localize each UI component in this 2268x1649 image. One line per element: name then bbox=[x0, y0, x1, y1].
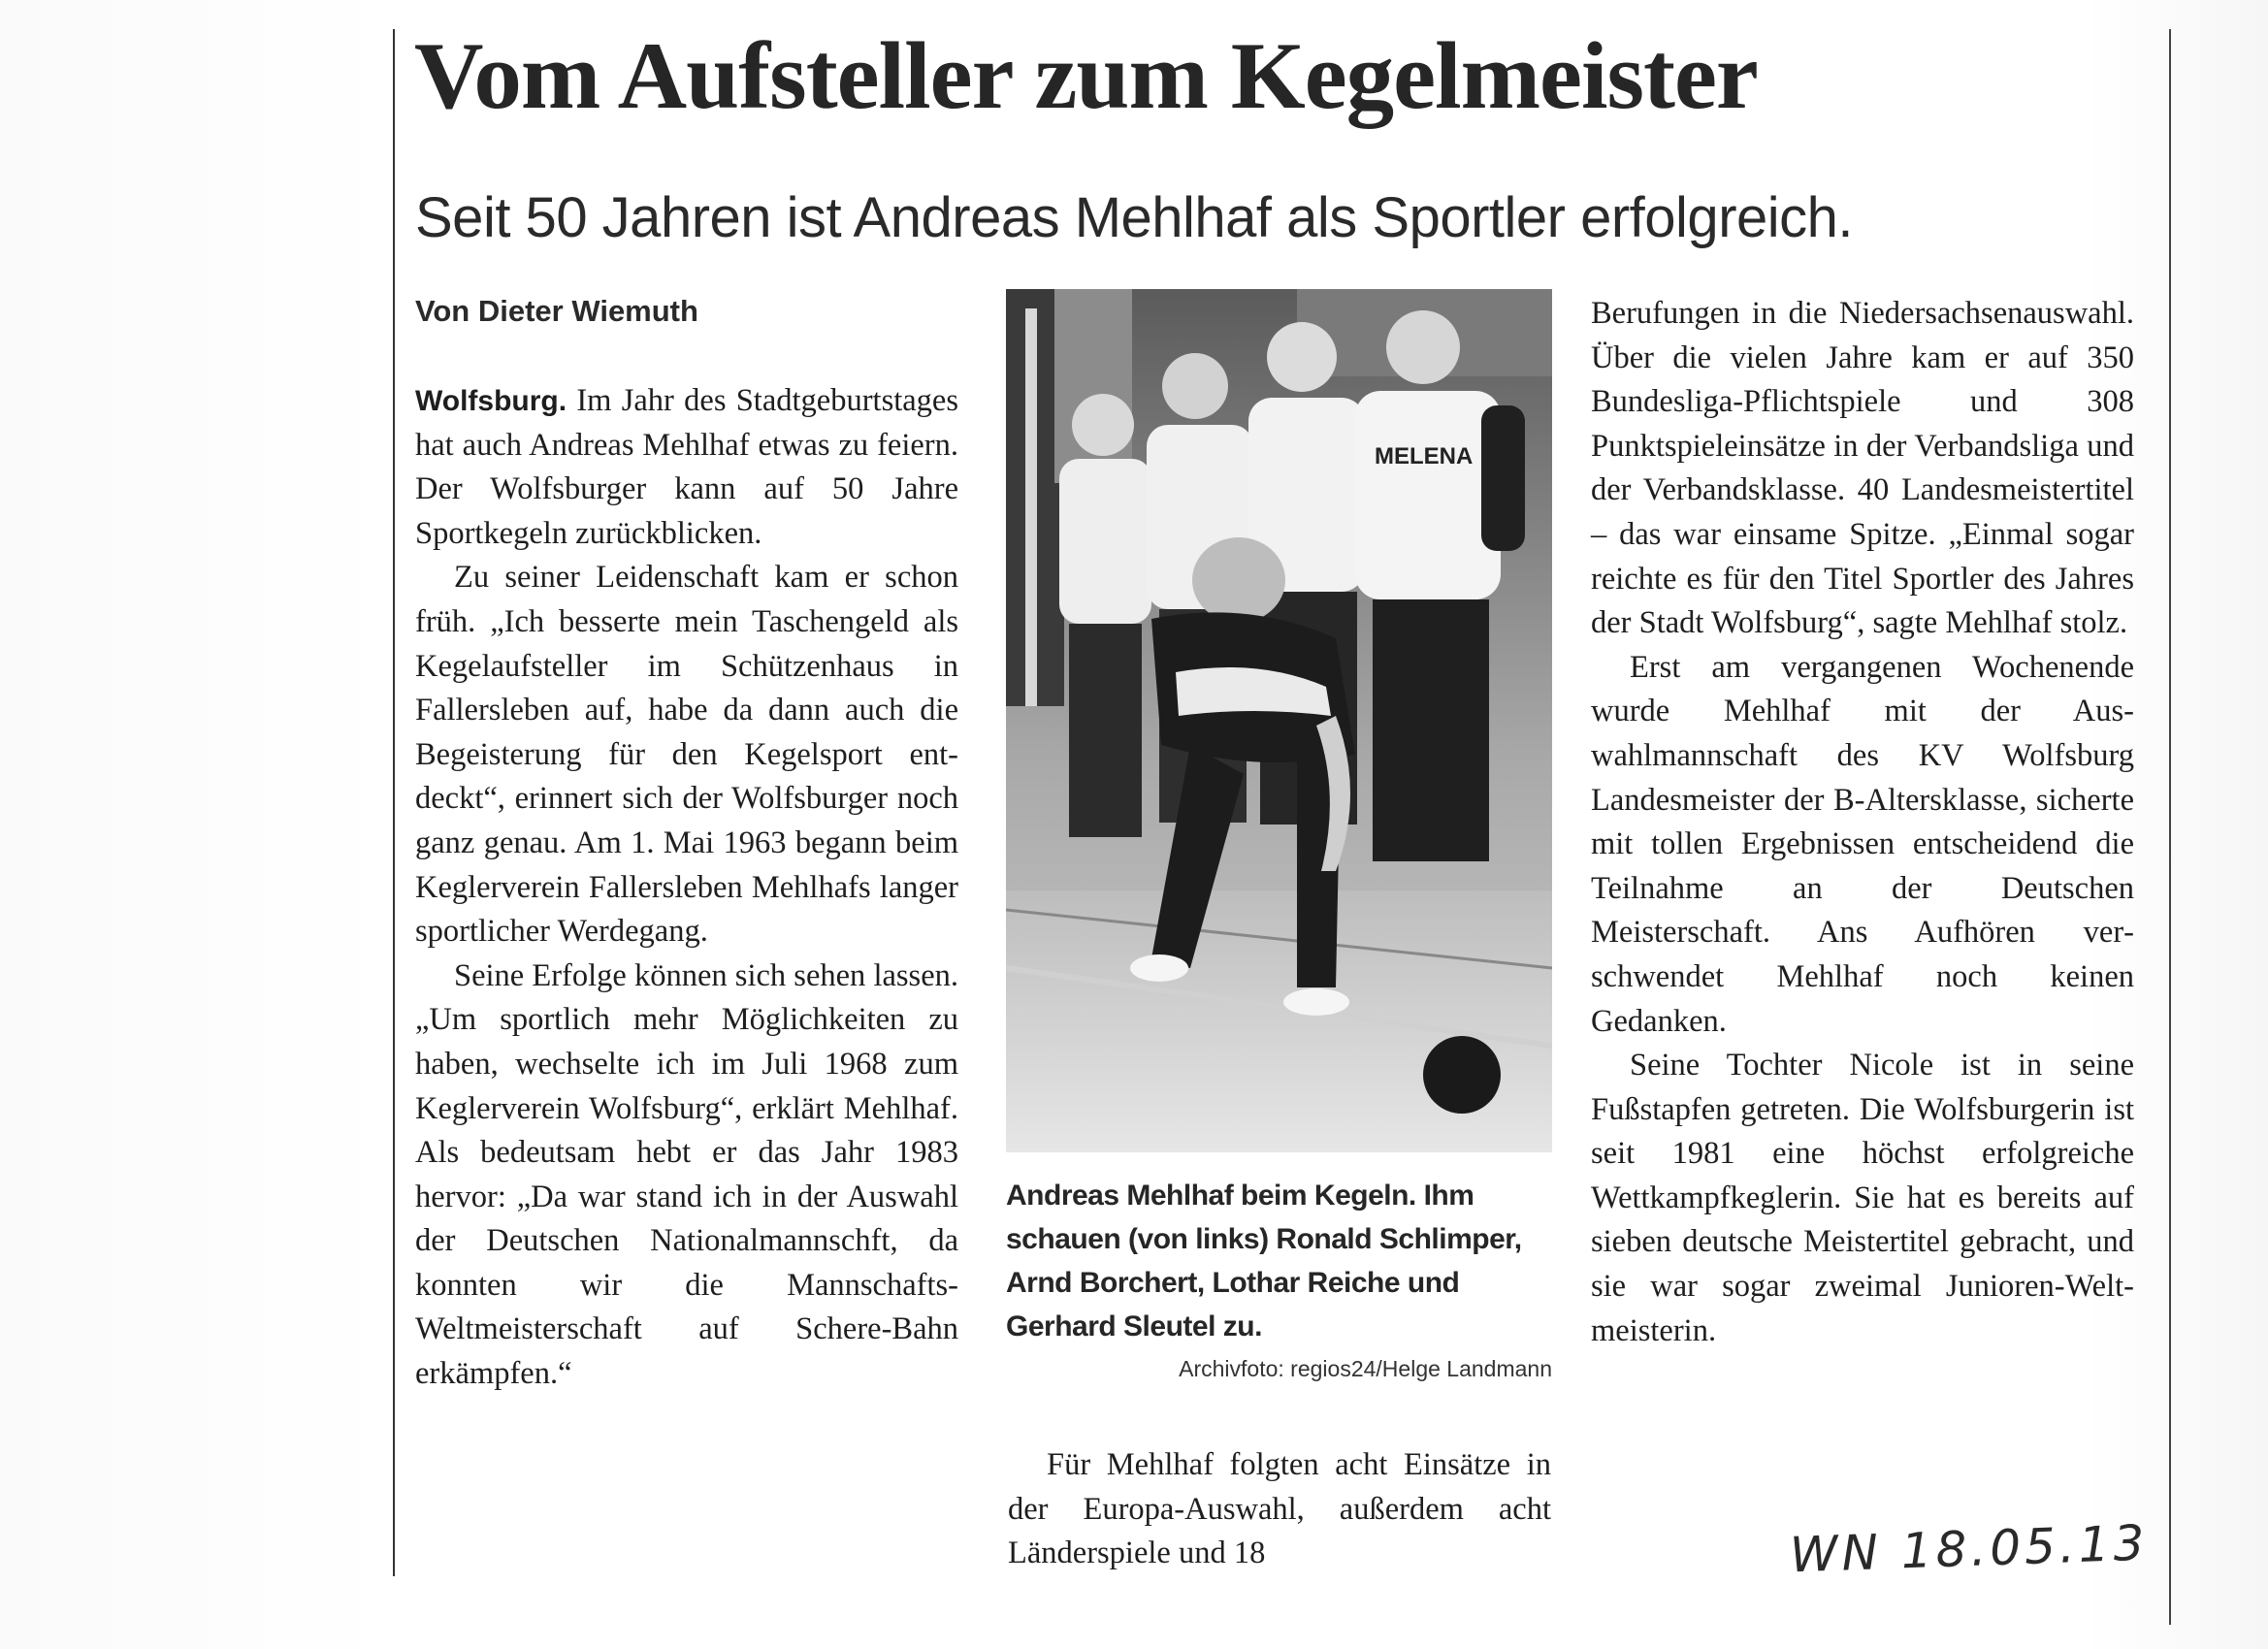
paragraph-4: Für Mehlhaf folgten acht Einsätze in der Europa-Auswahl, außerdem acht Länderspiele und 18 bbox=[1008, 1447, 1551, 1571]
paragraph-1 bbox=[415, 379, 958, 556]
paragraph-7: Seine Tochter Nicole ist in seine Fußstapfen getreten. Die Wolfsburgerin ist seit 1981 eine höchst erfolgreiche Wettkampfkeglerin. Sie hat es bereits auf sieben deutsche Meistertitel gebracht, und sie war sogar zweimal Junioren-Weltmeisterin. bbox=[1591, 1048, 2134, 1348]
article-column-2 bbox=[1008, 1443, 1551, 1576]
paragraph-2: Zu seiner Leidenschaft kam er schon früh. „Ich besserte mein Taschengeld als Kegelaufsteller im Schützenhaus in Fallersleben auf, habe da dann auch die Begeisterung für den Kegelsport entdeckt“, erinnert sich der Wolfsburger noch ganz genau. Am 1. Mai 1963 begann beim Keglerverein Fallersleben Mehlhafs langer sportlicher Werdegang. bbox=[415, 560, 958, 950]
handwritten-date-note: WN 18.05.13 bbox=[1789, 1514, 2150, 1584]
article-subheadline: Seit 50 Jahren ist Andreas Mehlhaf als Sportler erfolgreich. bbox=[415, 186, 1854, 249]
paragraph-1-text: Im Jahr des Stadtgeburtstages hat auch Andreas Mehlhaf etwas zu feiern. Der Wolfsburger kann auf 50 Jahre Sportkegeln zurückblicken. bbox=[415, 383, 958, 551]
article-column-1 bbox=[415, 379, 958, 1397]
player-1 bbox=[1059, 394, 1151, 837]
page-edge-rule-right bbox=[2169, 29, 2171, 1625]
paragraph-3: Seine Erfolge können sich sehen lassen. „Um sportlich mehr Möglichkeiten zu haben, wechselte ich im Juli 1968 zum Keglerverein Wolfsburg“, erklärt Mehlhaf. Als bedeutsam hebt er das Jahr 1983 hervor: „Da war stand ich in der Auswahl der Deutschen Nationalmannschft, da konnten wir die Mannschafts-Weltmeisterschaft auf Schere-Bahn erkämpfen.“ bbox=[415, 957, 958, 1392]
photo-credit: Archivfoto: regios24/Helge Landmann bbox=[1179, 1356, 1552, 1381]
article-byline: Von Dieter Wiemuth bbox=[415, 294, 698, 328]
shirt-logo-text: MELENA bbox=[1375, 443, 1474, 469]
article-headline: Vom Aufsteller zum Kegelmeister bbox=[414, 23, 1758, 129]
dateline: Wolfsburg. bbox=[415, 385, 567, 417]
bleed-through-text-right bbox=[2139, 116, 2168, 1474]
paragraph-6: Erst am vergangenen Wochenende wurde Mehlhaf mit der Auswahlmannschaft des KV Wolfsburg Landesmeister der B-Altersklasse, sicherte mit tollen Ergebnissen entscheidend die Teilnahme an der Deutschen Meisterschaft. Ans Aufhören verschwendet Mehlhaf noch keinen Gedanken. bbox=[1591, 649, 2134, 1039]
column-rule-left bbox=[393, 29, 395, 1576]
paragraph-5: Berufungen in die Niedersachsenauswahl. Über die vielen Jahre kam er auf 350 Bundesliga-Pflichtspiele und 308 Punktspieleinsätze in der Verbandsliga und der Verbandsklasse. 40 Landesmeistertitel – das war einsame Spitze. „Einmal sogar reichte es für den Titel Sportler des Jahres der Stadt Wolfsburg“, sagte Mehlhaf stolz. bbox=[1591, 296, 2134, 641]
article-photo bbox=[1006, 289, 1552, 1152]
photo-caption: Andreas Mehlhaf beim Kegeln. Ihm schauen (von links) Ronald Schlimper, Arnd Borchert, Lothar Reiche und Gerhard Sleutel zu. bbox=[1006, 1180, 1522, 1342]
article-column-3 bbox=[1591, 292, 2134, 1353]
